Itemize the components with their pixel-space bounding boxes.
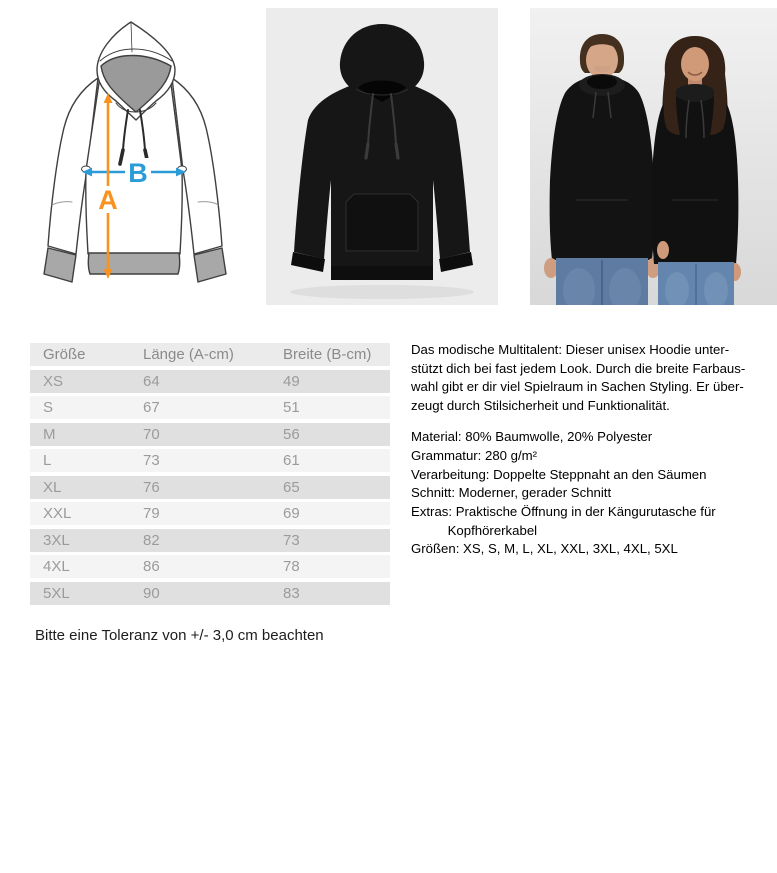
cell-width: 78: [283, 558, 300, 575]
cell-length: 79: [143, 505, 160, 522]
size-table-header: [30, 343, 390, 366]
product-photo-hoodie[interactable]: [266, 8, 498, 305]
cell-width: 69: [283, 505, 300, 522]
cell-size: XL: [43, 478, 62, 496]
cell-length: 82: [143, 531, 160, 549]
cell-size: S: [43, 399, 54, 416]
table-row: [30, 582, 390, 605]
cell-size: 4XL: [43, 558, 70, 575]
cell-length: 73: [143, 452, 160, 469]
product-description: [411, 341, 777, 559]
cell-length: 70: [143, 425, 160, 443]
cell-length: 86: [143, 558, 160, 575]
cell-size: XS: [43, 372, 64, 390]
table-row: [30, 502, 390, 525]
cell-length: 90: [143, 584, 160, 602]
width-label: B: [128, 158, 148, 188]
cell-width: 51: [283, 399, 300, 416]
spec-line: Grammatur: 280 g/m²: [411, 447, 538, 463]
description-line: Das modische Multitalent: Dieser unisex Hoodie unter-: [411, 342, 730, 357]
left-cuff: [44, 248, 76, 282]
spec-line: Schnitt: Moderner, gerader Schnitt: [411, 485, 612, 501]
cell-size: M: [43, 425, 56, 443]
cell-size: L: [43, 452, 52, 469]
col-header-length: Länge (A-cm): [143, 346, 234, 363]
table-row: [30, 529, 390, 552]
length-label: A: [98, 185, 118, 215]
cell-length: 67: [143, 399, 160, 416]
table-row: [30, 396, 390, 419]
cell-width: 83: [283, 584, 300, 602]
size-table: [30, 343, 390, 608]
table-row: [30, 423, 390, 446]
col-header-width: Breite (B-cm): [283, 346, 372, 363]
cell-width: 56: [283, 425, 300, 443]
cell-size: XXL: [43, 505, 72, 522]
table-row: [30, 449, 390, 472]
spec-line: Kopfhörerkabel: [411, 522, 538, 538]
cell-width: 49: [283, 372, 300, 390]
hoodie-line-drawing: [40, 8, 230, 300]
cell-size: 5XL: [43, 584, 70, 602]
table-row: [30, 555, 390, 578]
cell-width: 73: [283, 531, 300, 549]
description-line: stützt dich bei fast jedem Look. Durch die breite Farbaus-: [411, 360, 746, 376]
spec-line: Größen: XS, S, M, L, XL, XXL, 3XL, 4XL, 5XL: [411, 541, 678, 557]
spec-line: Extras: Praktische Öffnung in der Kängurutasche für: [411, 503, 716, 519]
table-row: [30, 370, 390, 393]
black-hoodie-illustration: [266, 8, 498, 305]
size-diagram-image[interactable]: [40, 8, 230, 300]
kangaroo-pocket: [346, 194, 418, 251]
spec-line: Verarbeitung: Doppelte Steppnaht an den Säumen: [411, 466, 707, 482]
cell-length: 64: [143, 372, 160, 390]
floor-shadow: [290, 285, 474, 299]
description-line: wahl gibt er dir viel Spielraum in Sachen Styling. Er über-: [411, 379, 744, 395]
cell-size: 3XL: [43, 531, 70, 549]
waistband: [88, 253, 179, 274]
col-header-size: Größe: [43, 346, 86, 363]
product-photo-models[interactable]: [530, 8, 777, 305]
description-intro: [411, 341, 777, 416]
spec-line: Material: 80% Baumwolle, 20% Polyester: [411, 429, 653, 445]
tolerance-note: Bitte eine Toleranz von +/- 3,0 cm beachten: [35, 627, 324, 644]
cell-width: 65: [283, 478, 300, 496]
right-cuff: [194, 248, 226, 282]
cell-length: 76: [143, 478, 160, 496]
size-table-rows: [30, 370, 390, 605]
models-illustration: [530, 8, 777, 305]
cell-width: 61: [283, 452, 300, 469]
description-specs: [411, 428, 777, 559]
table-row: [30, 476, 390, 499]
description-line: zeugt durch Stilsicherheit und Funktionalität.: [411, 398, 670, 414]
